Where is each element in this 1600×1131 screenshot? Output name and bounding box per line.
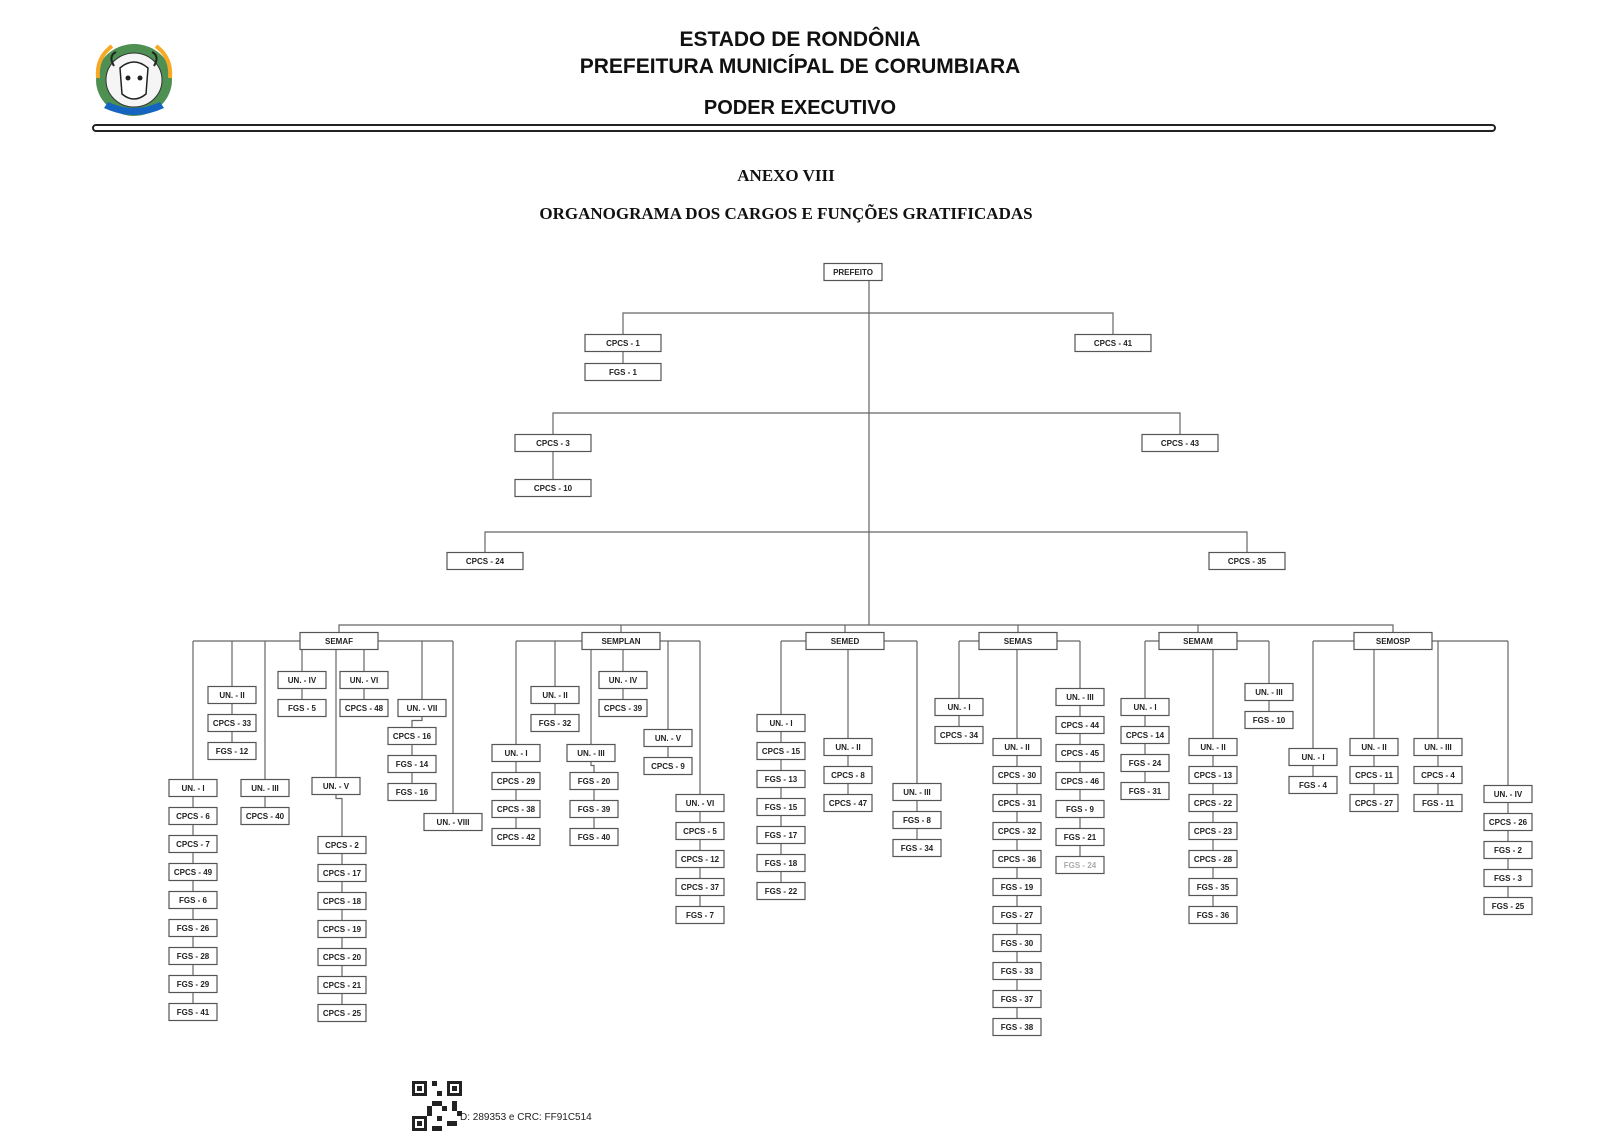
org-node-label: UN. - V bbox=[654, 734, 682, 743]
org-node-semplan-u2-a bbox=[531, 715, 579, 732]
org-node-cpcs10 bbox=[515, 480, 591, 497]
org-node-semas-u3-a bbox=[1056, 717, 1104, 734]
org-node-label: PREFEITO bbox=[833, 268, 873, 277]
org-node-label: CPCS - 42 bbox=[496, 833, 536, 842]
qr-code bbox=[412, 1081, 462, 1131]
org-node-semplan-u6-d bbox=[676, 907, 724, 924]
org-node-semplan-u3 bbox=[567, 745, 615, 762]
org-node-semaf-u5-c bbox=[318, 893, 366, 910]
org-chart-connector bbox=[623, 313, 1113, 334]
org-node-label: CPCS - 31 bbox=[997, 799, 1037, 808]
org-node-label: FGS - 1 bbox=[608, 368, 638, 377]
org-node-semam bbox=[1159, 633, 1237, 650]
org-node-label: FGS - 11 bbox=[1421, 799, 1455, 808]
org-node-label: SEMPLAN bbox=[601, 637, 641, 646]
org-node-label: FGS - 27 bbox=[1000, 911, 1034, 920]
org-node-label: FGS - 41 bbox=[176, 1008, 210, 1017]
org-node-semed-u2-b bbox=[824, 795, 872, 812]
org-node-label: CPCS - 7 bbox=[176, 840, 210, 849]
org-node-label: CPCS - 34 bbox=[939, 731, 979, 740]
org-node-label: CPCS - 24 bbox=[465, 557, 505, 566]
org-node-semed-u1-a bbox=[757, 743, 805, 760]
org-node-label: FGS - 24 bbox=[1063, 861, 1097, 870]
org-node-semosp-u2-a bbox=[1350, 767, 1398, 784]
org-node-semas-u3-d bbox=[1056, 801, 1104, 818]
org-node-label: UN. - VI bbox=[349, 676, 379, 685]
org-node-semas-u2 bbox=[993, 739, 1041, 756]
org-node-label: FGS - 32 bbox=[538, 719, 572, 728]
document-verification-footer: D: 289353 e CRC: FF91C514 bbox=[460, 1112, 592, 1123]
org-node-label: UN. - III bbox=[903, 788, 931, 797]
org-node-semam-u3-a bbox=[1245, 712, 1293, 729]
org-node-label: FGS - 37 bbox=[1000, 995, 1034, 1004]
org-node-label: FGS - 10 bbox=[1252, 716, 1286, 725]
org-node-label: FGS - 14 bbox=[395, 760, 429, 769]
org-node-label: FGS - 34 bbox=[900, 844, 934, 853]
org-node-semaf-u7-a bbox=[388, 728, 436, 745]
org-node-label: CPCS - 27 bbox=[1354, 799, 1394, 808]
org-node-label: CPCS - 10 bbox=[533, 484, 573, 493]
org-node-semas-u3-c bbox=[1056, 773, 1104, 790]
org-node-label: CPCS - 13 bbox=[1193, 771, 1233, 780]
org-node-semas-u3-f bbox=[1056, 857, 1104, 874]
org-node-label: FGS - 35 bbox=[1196, 883, 1230, 892]
org-node-semosp-u3-b bbox=[1414, 795, 1462, 812]
org-node-label: FGS - 8 bbox=[902, 816, 932, 825]
org-node-semam-u2-c bbox=[1189, 823, 1237, 840]
org-node-semaf-u1-e bbox=[169, 920, 217, 937]
org-node-label: FGS - 22 bbox=[764, 887, 798, 896]
org-node-semaf-u4 bbox=[278, 672, 326, 689]
org-node-semplan-u6-a bbox=[676, 823, 724, 840]
org-node-semas-u3-e bbox=[1056, 829, 1104, 846]
org-node-label: UN. - I bbox=[181, 784, 205, 793]
org-node-semam-u1-c bbox=[1121, 783, 1169, 800]
org-node-semplan bbox=[582, 633, 660, 650]
org-node-semosp-u3 bbox=[1414, 739, 1462, 756]
org-node-label: CPCS - 6 bbox=[176, 812, 210, 821]
org-node-semam-u2-d bbox=[1189, 851, 1237, 868]
org-node-label: CPCS - 3 bbox=[536, 439, 570, 448]
org-node-label: CPCS - 41 bbox=[1093, 339, 1133, 348]
org-node-semaf-u1-c bbox=[169, 864, 217, 881]
org-node-semaf-u7-c bbox=[388, 784, 436, 801]
org-node-semplan-u6 bbox=[676, 795, 724, 812]
org-node-label: CPCS - 25 bbox=[322, 1009, 362, 1018]
org-node-label: SEMOSP bbox=[1375, 637, 1411, 646]
org-chart-connector bbox=[591, 762, 594, 829]
org-node-label: FGS - 12 bbox=[215, 747, 249, 756]
org-node-semosp bbox=[1354, 633, 1432, 650]
org-node-semplan-u5-a bbox=[644, 758, 692, 775]
org-node-label: CPCS - 14 bbox=[1125, 731, 1165, 740]
org-node-semplan-u1-b bbox=[492, 801, 540, 818]
org-node-semaf-u3 bbox=[241, 780, 289, 797]
org-node-prefeito bbox=[824, 264, 882, 281]
org-node-semaf-u5-b bbox=[318, 865, 366, 882]
org-node-semplan-u3-a bbox=[570, 773, 618, 790]
org-node-label: FGS - 20 bbox=[577, 777, 611, 786]
org-node-semaf-u1-d bbox=[169, 892, 217, 909]
org-node-label: CPCS - 23 bbox=[1193, 827, 1233, 836]
org-node-semam-u1-a bbox=[1121, 727, 1169, 744]
org-node-label: FGS - 13 bbox=[764, 775, 798, 784]
org-node-semed-u2-a bbox=[824, 767, 872, 784]
org-node-fgs1 bbox=[585, 364, 661, 381]
org-node-semas-u3-b bbox=[1056, 745, 1104, 762]
org-node-semas-u2-j bbox=[993, 1019, 1041, 1036]
org-node-semosp-u2-b bbox=[1350, 795, 1398, 812]
org-node-label: FGS - 6 bbox=[178, 896, 208, 905]
org-node-semas-u2-e bbox=[993, 879, 1041, 896]
org-node-label: CPCS - 21 bbox=[322, 981, 362, 990]
org-node-label: CPCS - 2 bbox=[325, 841, 359, 850]
org-node-label: SEMAS bbox=[1003, 637, 1033, 646]
org-node-semas-u2-f bbox=[993, 907, 1041, 924]
org-node-semam-u2-b bbox=[1189, 795, 1237, 812]
org-node-semaf-u1-a bbox=[169, 808, 217, 825]
org-node-semaf-u1-h bbox=[169, 1004, 217, 1021]
org-node-label: CPCS - 30 bbox=[997, 771, 1037, 780]
org-node-label: UN. - IV bbox=[287, 676, 317, 685]
org-node-semas bbox=[979, 633, 1057, 650]
org-node-cpcs41 bbox=[1075, 335, 1151, 352]
org-node-label: CPCS - 29 bbox=[496, 777, 536, 786]
org-node-label: CPCS - 22 bbox=[1193, 799, 1233, 808]
org-node-label: UN. - I bbox=[1301, 753, 1325, 762]
org-node-semosp-u1 bbox=[1289, 749, 1337, 766]
annex-label: ANEXO VIII bbox=[737, 166, 835, 185]
org-chart-connector bbox=[485, 532, 1247, 552]
header-branch-name: PODER EXECUTIVO bbox=[703, 97, 897, 119]
org-node-semed-u1-d bbox=[757, 827, 805, 844]
org-node-label: FGS - 16 bbox=[395, 788, 429, 797]
org-node-semosp-u1-a bbox=[1289, 777, 1337, 794]
org-node-label: SEMED bbox=[830, 637, 860, 646]
org-node-semam-u2 bbox=[1189, 739, 1237, 756]
org-node-semaf-u6-a bbox=[340, 700, 388, 717]
org-node-label: UN. - II bbox=[1200, 743, 1226, 752]
org-node-semam-u1-b bbox=[1121, 755, 1169, 772]
org-node-label: CPCS - 36 bbox=[997, 855, 1037, 864]
org-chart-nodes bbox=[169, 264, 1532, 1036]
org-node-semam-u2-a bbox=[1189, 767, 1237, 784]
org-node-semaf-u5-g bbox=[318, 1005, 366, 1022]
org-node-semas-u1 bbox=[935, 699, 983, 716]
org-node-semplan-u3-b bbox=[570, 801, 618, 818]
org-node-label: UN. - II bbox=[835, 743, 861, 752]
org-node-semplan-u1-a bbox=[492, 773, 540, 790]
org-chart-connector bbox=[339, 625, 1393, 632]
org-node-semed-u2 bbox=[824, 739, 872, 756]
org-node-label: FGS - 5 bbox=[287, 704, 317, 713]
org-node-semas-u2-c bbox=[993, 823, 1041, 840]
org-node-label: FGS - 24 bbox=[1128, 759, 1162, 768]
org-node-label: CPCS - 15 bbox=[761, 747, 801, 756]
org-node-label: CPCS - 45 bbox=[1060, 749, 1100, 758]
org-node-semed-u1-e bbox=[757, 855, 805, 872]
org-node-cpcs24 bbox=[447, 553, 523, 570]
org-node-semosp-u4 bbox=[1484, 786, 1532, 803]
org-node-semaf-u6 bbox=[340, 672, 388, 689]
org-node-label: CPCS - 38 bbox=[496, 805, 536, 814]
org-node-label: CPCS - 11 bbox=[1355, 771, 1393, 780]
org-node-label: FGS - 3 bbox=[1493, 874, 1523, 883]
org-node-label: FGS - 19 bbox=[1000, 883, 1034, 892]
org-node-cpcs3 bbox=[515, 435, 591, 452]
org-node-semed bbox=[806, 633, 884, 650]
org-node-semas-u2-d bbox=[993, 851, 1041, 868]
org-node-label: CPCS - 18 bbox=[322, 897, 362, 906]
org-node-semosp-u4-d bbox=[1484, 898, 1532, 915]
org-node-semam-u2-e bbox=[1189, 879, 1237, 896]
org-node-semaf-u7 bbox=[398, 700, 446, 717]
org-node-semaf-u5-f bbox=[318, 977, 366, 994]
org-node-label: FGS - 40 bbox=[577, 833, 611, 842]
org-node-label: FGS - 29 bbox=[176, 980, 210, 989]
org-node-cpcs43 bbox=[1142, 435, 1218, 452]
org-node-semosp-u2 bbox=[1350, 739, 1398, 756]
org-node-label: CPCS - 44 bbox=[1060, 721, 1100, 730]
org-node-semaf-u2-b bbox=[208, 743, 256, 760]
org-node-label: FGS - 25 bbox=[1491, 902, 1525, 911]
org-chart-connector bbox=[553, 413, 1180, 434]
org-node-label: FGS - 7 bbox=[685, 911, 715, 920]
org-node-semaf-u2 bbox=[208, 687, 256, 704]
org-node-semed-u1-b bbox=[757, 771, 805, 788]
org-node-semed-u3-a bbox=[893, 812, 941, 829]
org-node-label: FGS - 17 bbox=[764, 831, 798, 840]
org-node-label: UN. - III bbox=[1255, 688, 1283, 697]
org-chart-connector bbox=[412, 717, 422, 784]
org-node-semed-u3-b bbox=[893, 840, 941, 857]
org-node-label: UN. - I bbox=[504, 749, 528, 758]
org-node-label: FGS - 4 bbox=[1298, 781, 1328, 790]
org-node-semplan-u6-b bbox=[676, 851, 724, 868]
org-node-label: SEMAF bbox=[325, 637, 353, 646]
org-node-label: CPCS - 35 bbox=[1227, 557, 1267, 566]
org-node-label: FGS - 21 bbox=[1063, 833, 1097, 842]
org-node-label: FGS - 38 bbox=[1000, 1023, 1034, 1032]
org-node-label: CPCS - 46 bbox=[1060, 777, 1100, 786]
org-node-cpcs1 bbox=[585, 335, 661, 352]
org-node-label: FGS - 26 bbox=[176, 924, 210, 933]
org-node-semaf-u5-e bbox=[318, 949, 366, 966]
org-node-label: CPCS - 48 bbox=[344, 704, 384, 713]
org-node-semplan-u1 bbox=[492, 745, 540, 762]
org-node-label: UN. - III bbox=[1424, 743, 1452, 752]
org-node-label: UN. - II bbox=[1361, 743, 1387, 752]
org-node-label: FGS - 30 bbox=[1000, 939, 1034, 948]
org-node-semaf-u3-a bbox=[241, 808, 289, 825]
org-node-semaf-u1-b bbox=[169, 836, 217, 853]
org-node-semed-u1 bbox=[757, 715, 805, 732]
org-node-label: FGS - 28 bbox=[176, 952, 210, 961]
document-title: ORGANOGRAMA DOS CARGOS E FUNÇÕES GRATIFICADAS bbox=[539, 204, 1033, 223]
org-node-semam-u1 bbox=[1121, 699, 1169, 716]
org-node-label: FGS - 33 bbox=[1000, 967, 1034, 976]
org-node-label: UN. - III bbox=[1066, 693, 1094, 702]
org-node-semosp-u4-a bbox=[1484, 814, 1532, 831]
org-node-semed-u1-f bbox=[757, 883, 805, 900]
org-node-label: UN. - VIII bbox=[436, 818, 470, 827]
org-node-cpcs35 bbox=[1209, 553, 1285, 570]
org-node-semaf-u7-b bbox=[388, 756, 436, 773]
org-node-semplan-u2 bbox=[531, 687, 579, 704]
org-node-label: CPCS - 5 bbox=[683, 827, 717, 836]
org-node-label: CPCS - 33 bbox=[212, 719, 252, 728]
header-state-name: ESTADO DE RONDÔNIA bbox=[679, 28, 921, 51]
org-node-semplan-u6-c bbox=[676, 879, 724, 896]
org-node-label: UN. - II bbox=[219, 691, 245, 700]
org-node-label: UN. - II bbox=[542, 691, 568, 700]
org-node-label: UN. - I bbox=[769, 719, 793, 728]
org-node-label: CPCS - 8 bbox=[831, 771, 865, 780]
org-node-label: CPCS - 47 bbox=[828, 799, 868, 808]
org-node-label: UN. - VII bbox=[406, 704, 438, 713]
org-node-semosp-u4-c bbox=[1484, 870, 1532, 887]
org-node-label: FGS - 39 bbox=[577, 805, 611, 814]
org-node-semas-u2-h bbox=[993, 963, 1041, 980]
header-municipality-name: PREFEITURA MUNICÍPAL DE CORUMBIARA bbox=[579, 55, 1021, 78]
org-node-label: UN. - IV bbox=[608, 676, 638, 685]
org-node-semaf-u1 bbox=[169, 780, 217, 797]
org-node-label: UN. - III bbox=[577, 749, 605, 758]
org-node-semas-u1-a bbox=[935, 727, 983, 744]
org-node-label: UN. - IV bbox=[1493, 790, 1523, 799]
org-node-semas-u3 bbox=[1056, 689, 1104, 706]
org-node-label: CPCS - 39 bbox=[603, 704, 643, 713]
org-node-label: SEMAM bbox=[1183, 637, 1213, 646]
org-node-semam-u2-f bbox=[1189, 907, 1237, 924]
org-node-label: CPCS - 32 bbox=[997, 827, 1037, 836]
org-node-semas-u2-i bbox=[993, 991, 1041, 1008]
org-node-label: FGS - 9 bbox=[1065, 805, 1095, 814]
org-node-semaf-u5 bbox=[312, 778, 360, 795]
org-node-label: CPCS - 1 bbox=[606, 339, 640, 348]
org-node-semaf-u5-d bbox=[318, 921, 366, 938]
org-node-label: CPCS - 19 bbox=[322, 925, 362, 934]
org-node-label: UN. - V bbox=[322, 782, 350, 791]
org-node-semplan-u1-c bbox=[492, 829, 540, 846]
org-node-label: CPCS - 17 bbox=[322, 869, 362, 878]
org-node-label: CPCS - 20 bbox=[322, 953, 362, 962]
org-node-semaf-u1-f bbox=[169, 948, 217, 965]
org-node-label: FGS - 2 bbox=[1493, 846, 1523, 855]
org-node-label: CPCS - 49 bbox=[173, 868, 213, 877]
org-node-label: FGS - 15 bbox=[764, 803, 798, 812]
org-node-semas-u2-b bbox=[993, 795, 1041, 812]
org-node-semplan-u4-a bbox=[599, 700, 647, 717]
org-node-semaf-u8 bbox=[424, 814, 482, 831]
org-node-label: UN. - I bbox=[1133, 703, 1157, 712]
org-node-semaf-u5-a bbox=[318, 837, 366, 854]
org-node-semas-u2-a bbox=[993, 767, 1041, 784]
org-node-label: CPCS - 37 bbox=[680, 883, 720, 892]
org-node-label: CPCS - 4 bbox=[1421, 771, 1455, 780]
org-node-semam-u3 bbox=[1245, 684, 1293, 701]
org-node-semaf bbox=[300, 633, 378, 650]
org-node-semplan-u3-c bbox=[570, 829, 618, 846]
org-node-semaf-u2-a bbox=[208, 715, 256, 732]
org-node-label: UN. - I bbox=[947, 703, 971, 712]
org-node-semosp-u3-a bbox=[1414, 767, 1462, 784]
org-node-label: CPCS - 12 bbox=[680, 855, 720, 864]
org-node-label: CPCS - 28 bbox=[1193, 855, 1233, 864]
org-node-semed-u1-c bbox=[757, 799, 805, 816]
org-node-label: UN. - VI bbox=[685, 799, 715, 808]
org-node-label: CPCS - 40 bbox=[245, 812, 285, 821]
org-node-label: UN. - III bbox=[251, 784, 279, 793]
org-node-label: CPCS - 43 bbox=[1160, 439, 1200, 448]
org-node-semaf-u4-a bbox=[278, 700, 326, 717]
org-node-label: FGS - 18 bbox=[764, 859, 798, 868]
org-node-label: CPCS - 16 bbox=[392, 732, 432, 741]
org-node-semosp-u4-b bbox=[1484, 842, 1532, 859]
org-node-label: FGS - 36 bbox=[1196, 911, 1230, 920]
org-node-semed-u3 bbox=[893, 784, 941, 801]
org-node-semplan-u4 bbox=[599, 672, 647, 689]
org-node-semplan-u5 bbox=[644, 730, 692, 747]
org-node-semaf-u1-g bbox=[169, 976, 217, 993]
org-node-semas-u2-g bbox=[993, 935, 1041, 952]
org-node-label: CPCS - 9 bbox=[651, 762, 685, 771]
org-node-label: UN. - II bbox=[1004, 743, 1030, 752]
org-node-label: FGS - 31 bbox=[1128, 787, 1162, 796]
org-node-label: CPCS - 26 bbox=[1488, 818, 1528, 827]
